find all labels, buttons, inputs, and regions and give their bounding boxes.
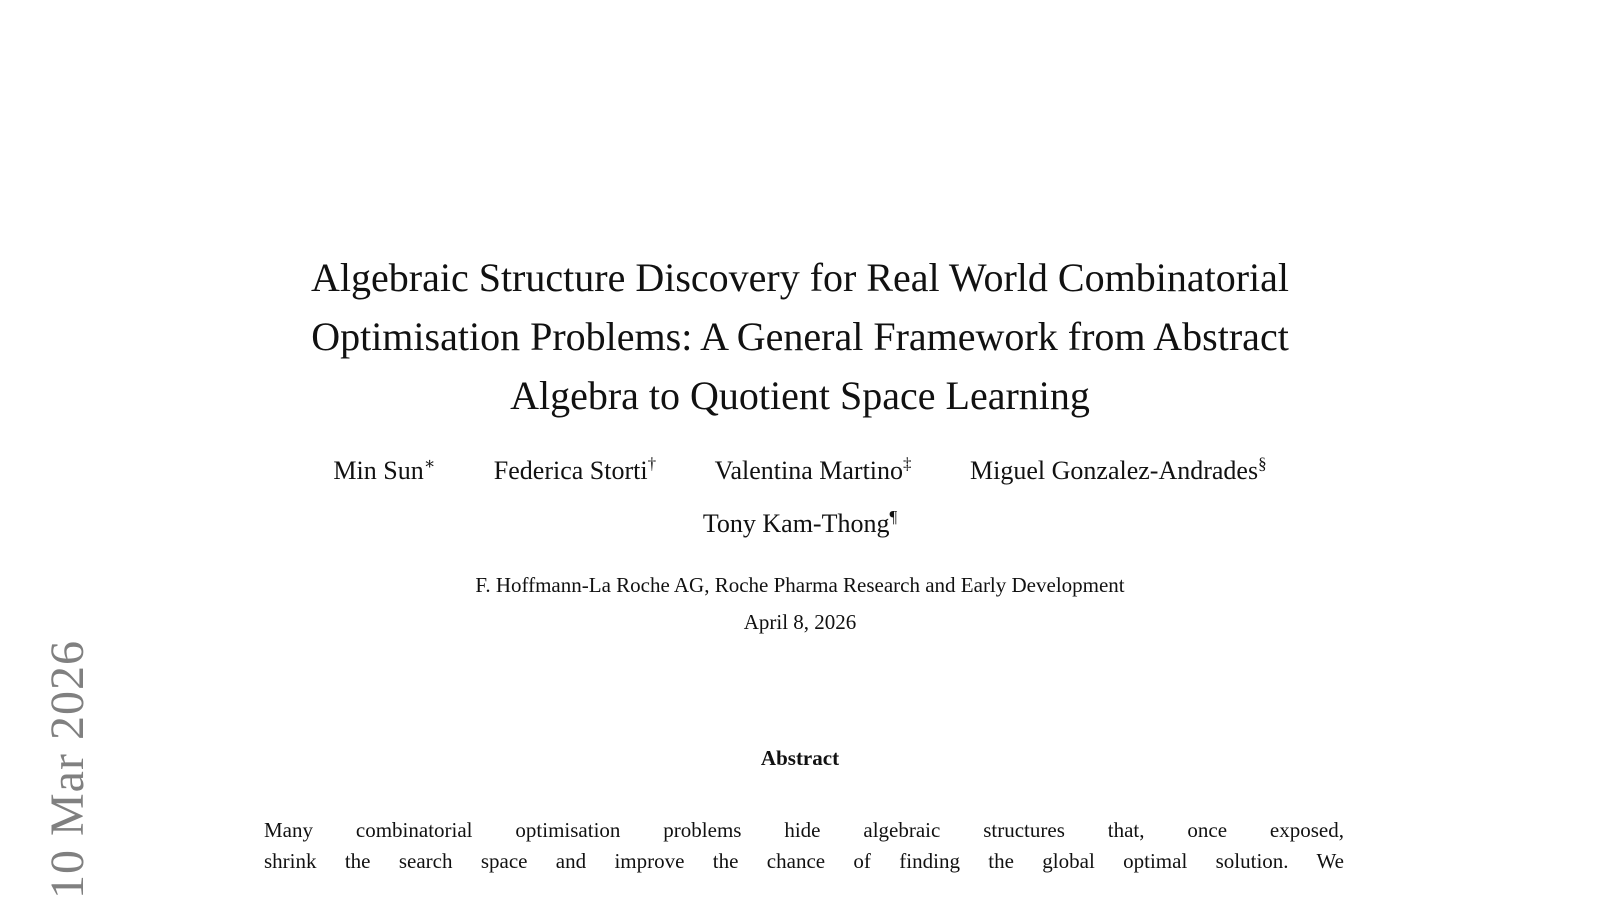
abstract-line-2: shrink the search space and improve the chance of finding the global optimal solution. We bbox=[264, 849, 1344, 873]
author-name: Valentina Martino bbox=[714, 456, 904, 485]
arxiv-side-stamp bbox=[38, 620, 98, 899]
author-2 bbox=[494, 452, 656, 490]
side-stamp-date: 10 Mar 2026 bbox=[41, 640, 94, 899]
author-name: Tony Kam-Thong bbox=[702, 509, 890, 538]
author-name: Miguel Gonzalez-Andrades bbox=[970, 456, 1259, 485]
author-list-continued bbox=[200, 505, 1400, 543]
affiliation: F. Hoffmann-La Roche AG, Roche Pharma Research and Early Development bbox=[475, 573, 1125, 597]
title-line-1: Algebraic Structure Discovery for Real World Combinatorial bbox=[311, 255, 1289, 300]
author-list bbox=[200, 452, 1400, 490]
author-1 bbox=[333, 452, 435, 490]
publication-date: April 8, 2026 bbox=[743, 610, 857, 634]
author-5 bbox=[703, 505, 897, 543]
title-line-3: Algebra to Quotient Space Learning bbox=[510, 373, 1090, 418]
author-name: Federica Storti bbox=[493, 456, 648, 485]
author-footnote-mark: § bbox=[1258, 454, 1267, 473]
author-footnote-mark: ‡ bbox=[903, 454, 912, 473]
abstract-body bbox=[264, 815, 1344, 877]
paper-title bbox=[190, 248, 1410, 425]
author-3 bbox=[715, 452, 912, 490]
abstract-heading: Abstract bbox=[760, 746, 840, 770]
author-footnote-mark: ∗ bbox=[423, 454, 436, 473]
author-footnote-mark: ¶ bbox=[889, 507, 898, 526]
author-footnote-mark: † bbox=[647, 454, 657, 473]
author-4 bbox=[970, 452, 1267, 490]
title-line-2: Optimisation Problems: A General Framework from Abstract bbox=[311, 314, 1289, 359]
author-name: Min Sun bbox=[333, 456, 424, 485]
abstract-line-1: Many combinatorial optimisation problems hide algebraic structures that, once exposed, bbox=[264, 818, 1344, 842]
